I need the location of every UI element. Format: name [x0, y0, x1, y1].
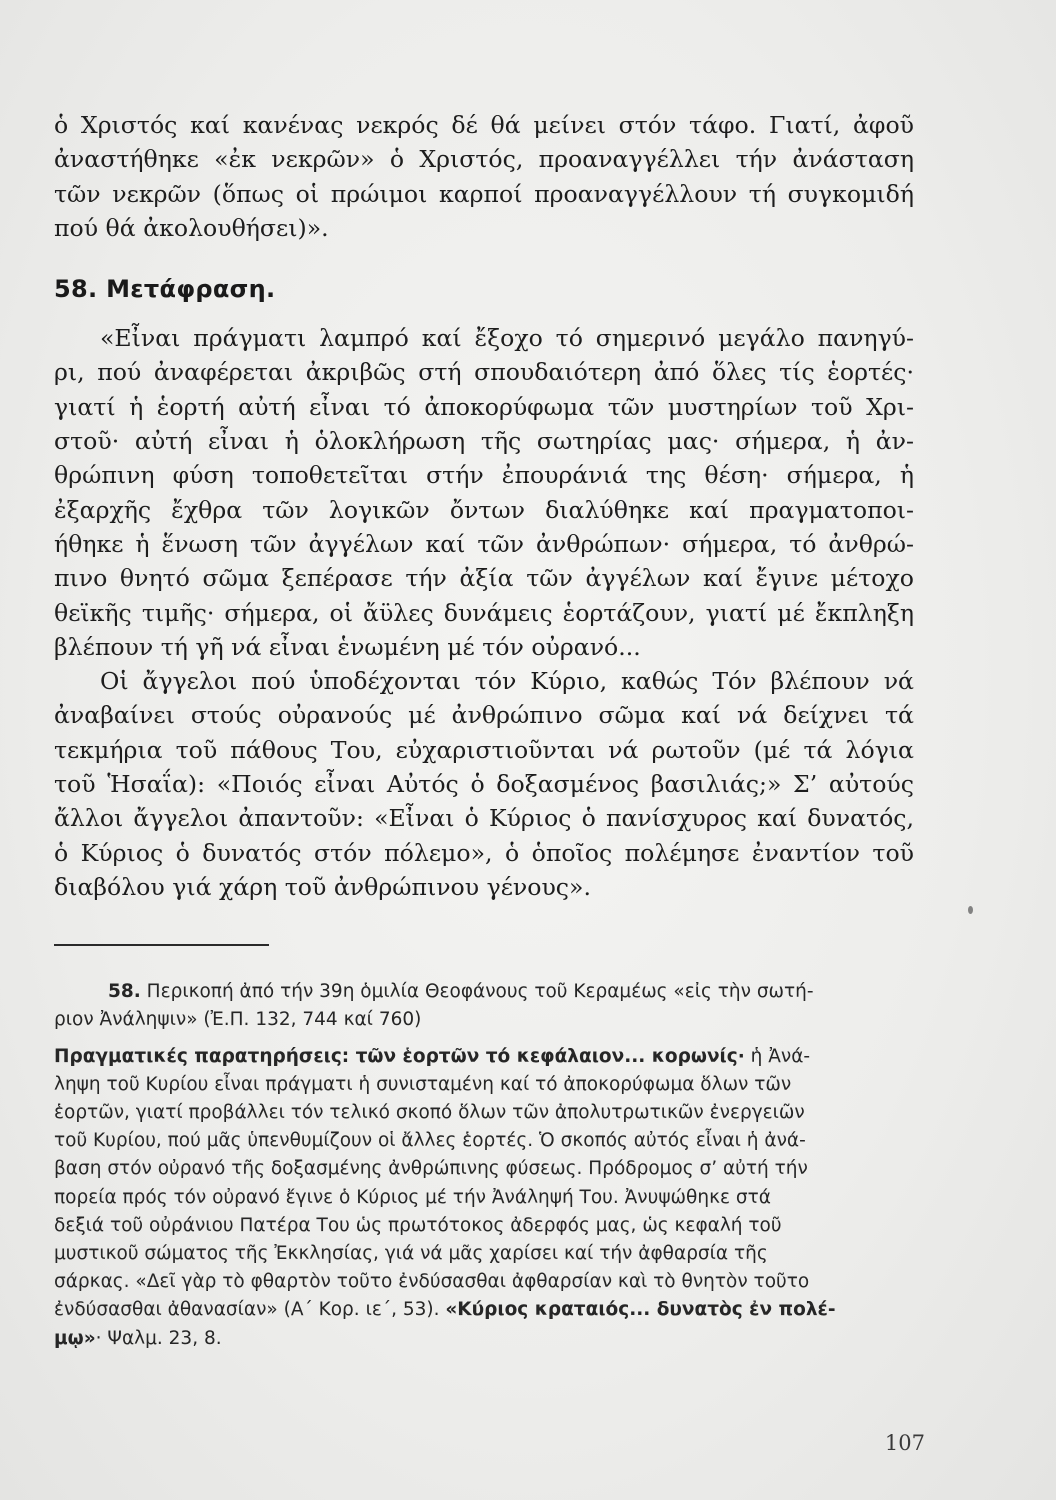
footnote-text: Περικοπή ἀπό τήν 39η ὁμιλία Θεοφάνους τοῦ Κεραμέως «εἰς τὴν σωτή- — [146, 981, 814, 1003]
text-line: τῶν νεκρῶν (ὅπως οἱ πρώιμοι καρποί προαναγγέλλουν τή συγκομιδή — [54, 179, 914, 208]
text-line: γιατί ἡ ἑορτή αὐτή εἶναι τό ἀποκορύφωμα τῶν μυστηρίων τοῦ Χρι- — [54, 392, 914, 421]
text-line: ρι, πού ἀναφέρεται ἀκριβῶς στή σπουδαιότερη ἀπό ὅλες τίς ἑορτές· — [54, 358, 914, 387]
footnote-text: βαση στόν οὐρανό τῆς δοξασμένης ἀνθρώπινης φύσεως. Πρόδρομος σ’ αὐτή τήν — [54, 1158, 808, 1180]
text-line: ήθηκε ἡ ἕνωση τῶν ἀγγέλων καί τῶν ἀνθρώπων· σήμερα, τό ἀνθρώ- — [54, 529, 914, 558]
text-line: θεϊκῆς τιμῆς· σήμερα, οἱ ἄϋλες δυνάμεις ἑορτάζουν, γιατί μέ ἔκπληξη — [54, 598, 914, 627]
footnote-text: ἐνδύσασθαι ἀθανασίαν» (Α΄ Κορ. ιε΄, 53). — [54, 1299, 446, 1321]
text-line: ὁ Χριστός καί κανένας νεκρός δέ θά μείνει στόν τάφο. Γιατί, ἀφοῦ — [54, 111, 914, 139]
footnote-text: ἑορτῶν, γιατί προβάλλει τόν τελικό σκοπό ὅλων τῶν ἀπολυτρωτικῶν ἐνεργειῶν — [54, 1102, 805, 1124]
top-paragraph — [54, 108, 914, 245]
footnote-bold-intro: Πραγματικές παρατηρήσεις: τῶν ἑορτῶν τό κεφάλαιον... κορωνίς· — [54, 1045, 745, 1067]
text-line: ἀναστήθηκε «ἐκ νεκρῶν» ὁ Χριστός, προαναγγέλλει τήν ἀνάσταση — [54, 145, 914, 174]
footnote-source — [54, 978, 914, 1034]
footnote-text: ληψη τοῦ Κυρίου εἶναι πράγματι ἡ συνισταμένη καί τό ἀποκορύφωμα ὅλων τῶν — [54, 1073, 792, 1095]
text-line: θρώπινη φύση τοποθετεῖται στήν ἐπουράνιά της θέση· σήμερα, ἡ — [54, 461, 914, 490]
footnote-divider — [54, 944, 269, 946]
text-line: τοῦ Ἡσαΐα): «Ποιός εἶναι Αὐτός ὁ δοξασμένος βασιλιάς;» Σ’ αὐτούς — [54, 770, 914, 799]
footnote-bold-quote: «Κύριος κραταιός... δυνατὸς ἐν πολέ- — [445, 1299, 836, 1321]
text-line: ὁ Κύριος ὁ δυνατός στόν πόλεμο», ὁ ὁποῖος πολέμησε ἐναντίον τοῦ — [54, 838, 914, 867]
footnote-bold-quote: μῳ» — [54, 1327, 96, 1349]
footnote-remarks — [54, 1043, 914, 1353]
text-line: στοῦ· αὐτή εἶναι ἡ ὁλοκλήρωση τῆς σωτηρίας μας· σήμερα, ἡ ἀν- — [54, 427, 914, 456]
text-line: βλέπουν τή γῆ νά εἶναι ἑνωμένη μέ τόν οὐρανό... — [54, 632, 641, 661]
text-line: πινο θνητό σῶμα ξεπέρασε τήν ἀξία τῶν ἀγγέλων καί ἔγινε μέτοχο — [54, 564, 914, 593]
footnote-text: σάρκας. «Δεῖ γὰρ τὸ φθαρτὸν τοῦτο ἐνδύσασθαι ἀφθαρσίαν καὶ τὸ θνητὸν τοῦτο — [54, 1271, 810, 1293]
text-line: τεκμήρια τοῦ πάθους Του, εὐχαριστιοῦνται νά ρωτοῦν (μέ τά λόγια — [54, 735, 914, 764]
footnote-text: μυστικοῦ σώματος τῆς Ἐκκλησίας, γιά νά μᾶς χαρίσει καί τήν ἀφθαρσία τῆς — [54, 1243, 768, 1265]
text-line: πού θά ἀκολουθήσει)». — [54, 213, 329, 242]
footnote-text: · Ψαλμ. 23, 8. — [95, 1327, 222, 1349]
text-line: ἀναβαίνει στούς οὐρανούς μέ ἀνθρώπινο σῶμα καί νά δείχνει τά — [54, 701, 914, 730]
footnote-text: δεξιά τοῦ οὐράνιου Πατέρα Του ὡς πρωτότοκος ἀδερφός μας, ὡς κεφαλή τοῦ — [54, 1214, 782, 1236]
text-line: διαβόλου γιά χάρη τοῦ ἀνθρώπινου γένους». — [54, 872, 591, 901]
text-line: Οἱ ἄγγελοι πού ὑποδέχονται τόν Κύριο, καθώς Τόν βλέπουν νά — [100, 667, 914, 696]
page-number: 107 — [884, 1431, 925, 1455]
footnote-text: ριον Ἀνάληψιν» (Ἐ.Π. 132, 744 καί 760) — [54, 1009, 422, 1031]
footnote-text: ἡ Ἀνά- — [744, 1045, 811, 1067]
translation-paragraph-1 — [54, 321, 914, 664]
translation-paragraph-2 — [54, 664, 914, 904]
footnote-text: τοῦ Κυρίου, πού μᾶς ὑπενθυμίζουν οἱ ἄλλες ἑορτές. Ὁ σκοπός αὐτός εἶναι ἡ ἀνά- — [54, 1130, 806, 1152]
page-content — [54, 108, 914, 1353]
text-line: «Εἶναι πράγματι λαμπρό καί ἔξοχο τό σημερινό μεγάλο πανηγύ- — [100, 324, 914, 353]
footnote-text: πορεία πρός τόν οὐρανό ἔγινε ὁ Κύριος μέ τήν Ἀνάληψή Του. Ἀνυψώθηκε στά — [54, 1186, 771, 1208]
ink-speck — [968, 906, 973, 914]
text-line: ἐξαρχῆς ἔχθρα τῶν λογικῶν ὄντων διαλύθηκε καί πραγματοποι- — [54, 495, 914, 524]
section-heading: 58. Μετάφραση. — [54, 275, 276, 304]
text-line: ἄλλοι ἄγγελοι ἀπαντοῦν: «Εἶναι ὁ Κύριος ὁ πανίσχυρος καί δυνατός, — [54, 804, 914, 833]
footnote-number: 58. — [108, 981, 141, 1003]
